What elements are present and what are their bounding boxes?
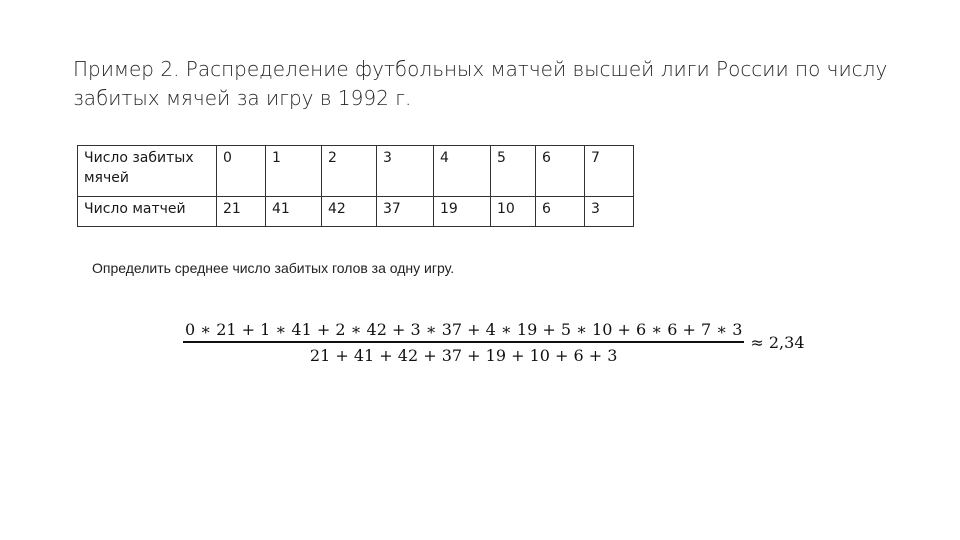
formula-result: ≈ 2,34: [750, 332, 805, 352]
slide-title-line-2: забитых мячей за игру в 1992 г.: [73, 86, 412, 110]
table-cell-goals-0: 0: [217, 146, 266, 197]
table-cell-matches-2: 42: [322, 197, 377, 227]
task-statement: Определить среднее число забитых голов за одну игру.: [92, 260, 455, 276]
formula-fraction: [183, 320, 744, 365]
formula-numerator: 0 ∗ 21 + 1 ∗ 41 + 2 ∗ 42 + 3 ∗ 37 + 4 ∗ 19 + 5 ∗ 10 + 6 ∗ 6 + 7 ∗ 3: [185, 320, 743, 339]
table-cell-goals-3: 3: [377, 146, 434, 197]
table-row-goals: [78, 146, 634, 197]
table-header-goals-label: Число забитых мячей: [78, 146, 217, 197]
slide-title: [73, 55, 893, 113]
table-cell-matches-0: 21: [217, 197, 266, 227]
table-cell-goals-7: 7: [585, 146, 634, 197]
formula-denominator: 21 + 41 + 42 + 37 + 19 + 10 + 6 + 3: [309, 345, 618, 365]
table-cell-goals-6: 6: [536, 146, 585, 197]
table-cell-goals-5: 5: [491, 146, 536, 197]
goals-distribution-table: [77, 145, 634, 227]
table-cell-matches-4: 19: [434, 197, 491, 227]
table-cell-matches-6: 6: [536, 197, 585, 227]
table-header-matches-label: Число матчей: [78, 197, 217, 227]
table-row-matches: [78, 197, 634, 227]
table-cell-goals-2: 2: [322, 146, 377, 197]
table-cell-matches-3: 37: [377, 197, 434, 227]
table-cell-goals-1: 1: [266, 146, 322, 197]
table-cell-matches-7: 3: [585, 197, 634, 227]
slide-title-line-1: Пример 2. Распределение футбольных матчей высшей лиги России по числу: [73, 57, 888, 81]
mean-formula: [183, 320, 805, 365]
table-cell-goals-4: 4: [434, 146, 491, 197]
table-cell-matches-5: 10: [491, 197, 536, 227]
table-cell-matches-1: 41: [266, 197, 322, 227]
